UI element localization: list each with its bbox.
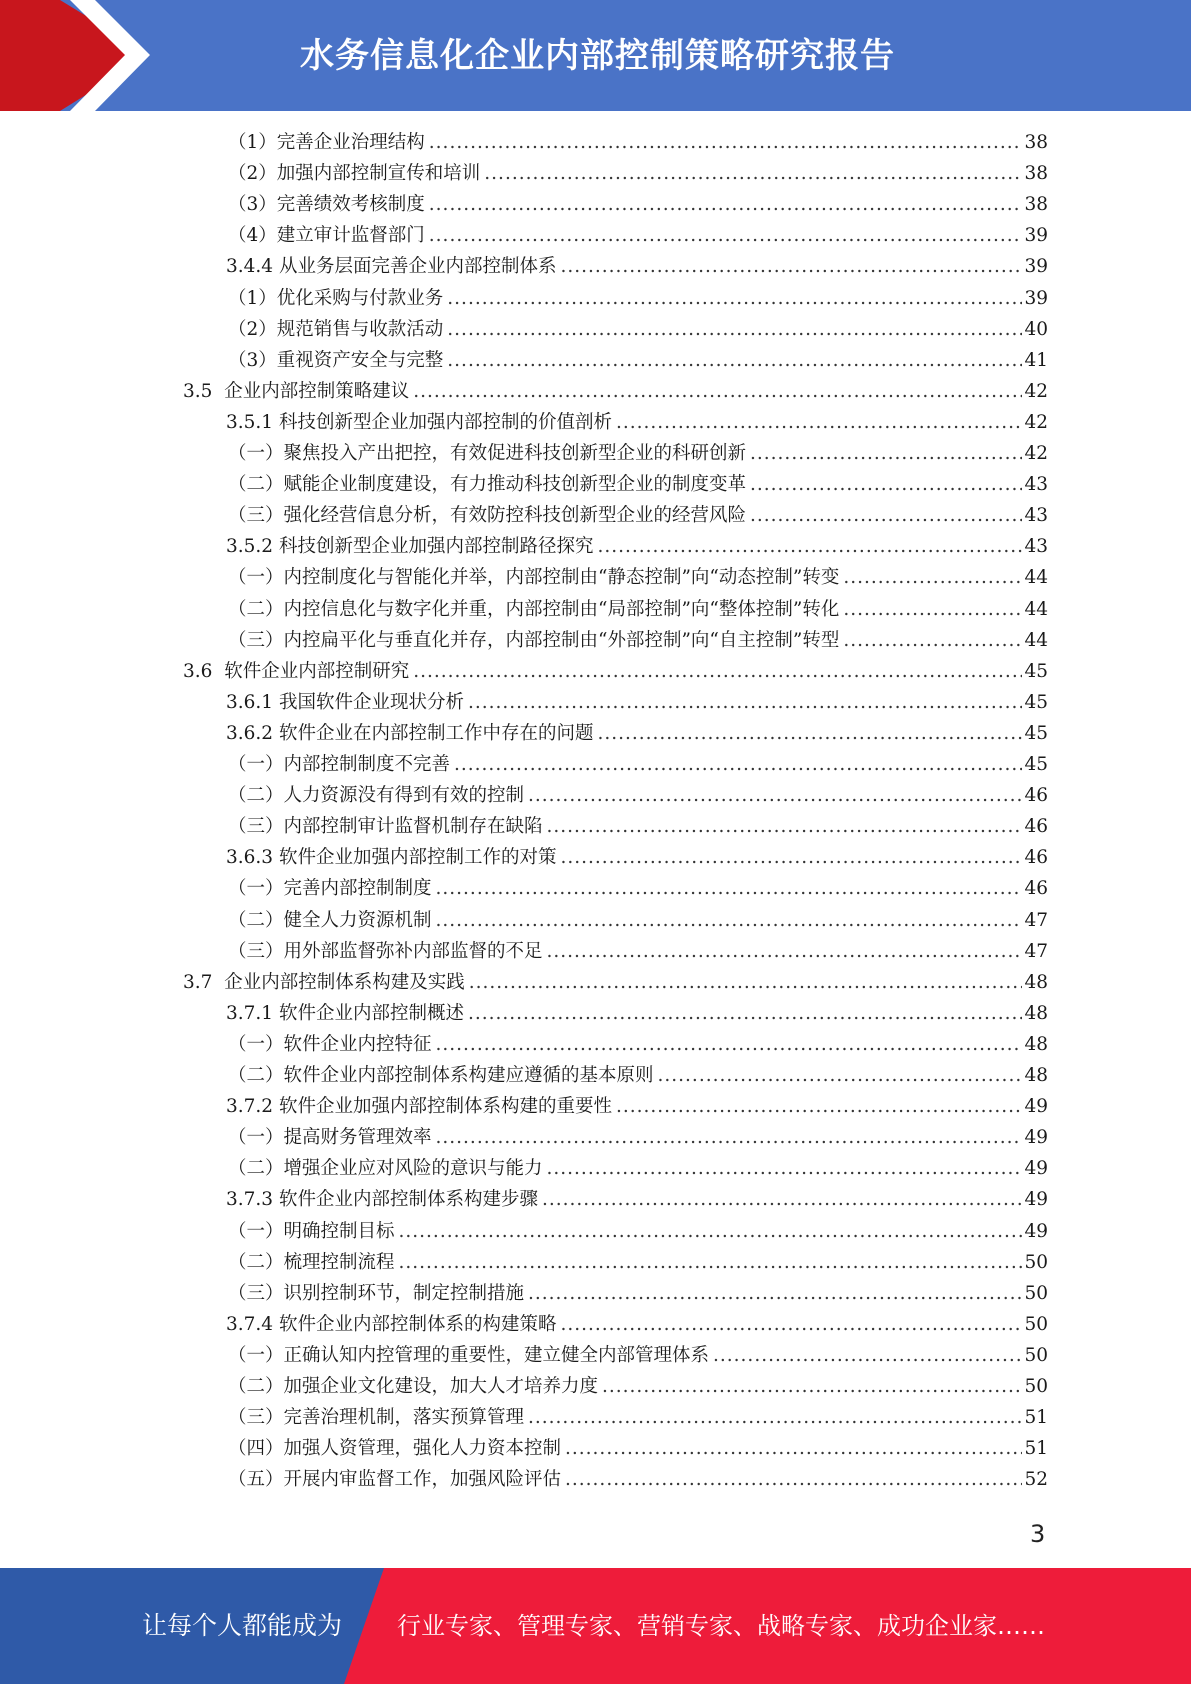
toc-leader-dots [547, 811, 1023, 842]
toc-leader-dots [468, 687, 1022, 718]
toc-entry-number: （2） [228, 318, 277, 340]
toc-entry[interactable] [228, 905, 1048, 936]
toc-entry-title: 加强内部控制宣传和培训 [276, 163, 481, 185]
toc-entry-title: 内部控制制度不完善 [283, 754, 451, 775]
toc-entry-title: 完善企业治理结构 [276, 132, 425, 153]
toc-entry-number: 3.4.4 [226, 256, 279, 278]
toc-entry-number: （1） [228, 132, 277, 153]
toc-entry[interactable] [183, 967, 1048, 998]
toc-entry-title: 人力资源没有得到有效的控制 [283, 785, 525, 807]
toc-entry[interactable] [228, 1278, 1048, 1309]
toc-entry[interactable] [228, 345, 1048, 376]
toc-entry-number: （五） [228, 1469, 284, 1491]
toc-entry[interactable] [228, 1153, 1048, 1184]
toc-entry-page: 51 [1024, 1407, 1048, 1429]
toc-leader-dots [542, 1184, 1022, 1215]
toc-entry-title: 软件企业内部控制体系构建步骤 [278, 1189, 538, 1211]
toc-entry-title: 软件企业内部控制概述 [278, 1002, 464, 1024]
toc-entry[interactable] [226, 407, 1048, 438]
toc-entry[interactable] [228, 562, 1048, 593]
toc-entry-number: 3.5.1 [226, 411, 279, 433]
toc-entry[interactable] [228, 469, 1048, 500]
toc-entry-number: 3.7.3 [226, 1189, 279, 1211]
toc-entry-title: 完善治理机制，落实预算管理 [283, 1407, 525, 1429]
toc-entry-title: 正确认知内控管理的重要性，建立健全内部管理体系 [283, 1344, 710, 1366]
toc-entry-title: 企业内部控制体系构建及实践 [224, 971, 465, 993]
toc-entry-page: 47 [1024, 940, 1048, 962]
toc-entry-number: （二） [228, 1251, 284, 1273]
toc-entry[interactable] [228, 1464, 1048, 1495]
toc-entry[interactable] [228, 749, 1048, 780]
toc-entry-number: （三） [228, 816, 284, 838]
toc-leader-dots [447, 345, 1022, 376]
toc-entry-number: （四） [228, 1438, 284, 1460]
toc-leader-dots [413, 656, 1022, 687]
toc-entry-page: 40 [1024, 318, 1048, 340]
toc-entry-number: （一） [228, 1127, 284, 1149]
toc-entry-number: （二） [228, 1065, 284, 1086]
toc-entry-title: 梳理控制流程 [283, 1251, 395, 1273]
toc-entry[interactable] [228, 1402, 1048, 1433]
toc-leader-dots [597, 531, 1022, 562]
toc-entry[interactable] [228, 625, 1048, 656]
toc-entry-page: 39 [1024, 225, 1048, 247]
toc-leader-dots [429, 127, 1023, 158]
toc-entry[interactable] [226, 1309, 1048, 1340]
toc-entry-number: （一） [228, 443, 284, 464]
toc-entry-page: 41 [1024, 349, 1048, 371]
toc-entry[interactable] [228, 594, 1048, 625]
toc-entry-number: （二） [228, 474, 284, 496]
toc-entry[interactable] [228, 283, 1048, 314]
toc-entry-number: （三） [228, 940, 284, 962]
toc-entry[interactable] [228, 1247, 1048, 1278]
toc-entry-page: 46 [1024, 816, 1048, 838]
toc-entry-number: （一） [228, 754, 284, 775]
toc-entry[interactable] [228, 1029, 1048, 1060]
toc-entry-title: 识别控制环节，制定控制措施 [283, 1282, 525, 1304]
toc-leader-dots [616, 407, 1022, 438]
toc-entry-page: 46 [1024, 785, 1048, 807]
toc-entry-title: 内控信息化与数字化并重，内部控制由“局部控制”向“整体控制”转化 [283, 598, 840, 620]
toc-leader-dots [436, 1122, 1023, 1153]
toc-entry-title: 健全人力资源机制 [283, 909, 432, 931]
toc-leader-dots [713, 1340, 1022, 1371]
toc-entry-page: 39 [1024, 256, 1048, 278]
toc-entry-page: 48 [1024, 1002, 1048, 1024]
toc-leader-dots [528, 780, 1022, 811]
toc-entry-number: （2） [228, 163, 277, 185]
toc-entry-number: 3.7.2 [226, 1096, 279, 1118]
header-banner [0, 0, 1191, 111]
toc-entry-title: 聚焦投入产出把控，有效促进科技创新型企业的科研创新 [283, 443, 747, 464]
toc-entry-number: （1） [228, 287, 277, 309]
toc-entry[interactable] [228, 158, 1048, 189]
toc-leader-dots [454, 749, 1022, 780]
toc-entry[interactable] [183, 656, 1048, 687]
toc-entry-page: 51 [1024, 1438, 1048, 1460]
toc-entry-page: 49 [1024, 1096, 1048, 1118]
toc-leader-dots [750, 469, 1022, 500]
toc-entry-title: 明确控制目标 [283, 1220, 395, 1242]
toc-entry[interactable] [228, 811, 1048, 842]
document-title: 水务信息化企业内部控制策略研究报告 [300, 36, 895, 76]
toc-entry-page: 49 [1024, 1220, 1048, 1242]
toc-entry[interactable] [228, 438, 1048, 469]
toc-leader-dots [658, 1060, 1023, 1091]
toc-leader-dots [565, 1464, 1022, 1495]
toc-leader-dots [547, 1153, 1023, 1184]
toc-entry-page: 44 [1024, 567, 1048, 589]
toc-entry[interactable] [228, 1060, 1048, 1091]
toc-entry-number: （3） [228, 349, 277, 371]
toc-entry-page: 47 [1024, 909, 1048, 931]
toc-entry[interactable] [228, 127, 1048, 158]
toc-entry-page: 45 [1024, 754, 1048, 775]
toc-entry-title: 软件企业内部控制体系的构建策略 [278, 1313, 557, 1335]
toc-leader-dots [528, 1402, 1022, 1433]
toc-entry-title: 软件企业内部控制体系构建应遵循的基本原则 [283, 1065, 654, 1086]
toc-entry-page: 46 [1024, 878, 1048, 900]
toc-leader-dots [560, 251, 1022, 282]
footer-banner [0, 1568, 1191, 1684]
toc-entry-number: （一） [228, 1220, 284, 1242]
toc-entry-title: 强化经营信息分析，有效防控科技创新型企业的经营风险 [283, 505, 747, 527]
toc-entry-title: 企业内部控制策略建议 [224, 380, 410, 402]
toc-entry-page: 45 [1024, 660, 1048, 682]
toc-entry-title: 从业务层面完善企业内部控制体系 [278, 256, 557, 278]
toc-entry[interactable] [226, 998, 1048, 1029]
toc-leader-dots [436, 905, 1023, 936]
toc-entry-title: 内控扁平化与垂直化并存，内部控制由“外部控制”向“自主控制”转型 [283, 629, 840, 651]
toc-entry-number: 3.7 [183, 971, 225, 993]
toc-entry[interactable] [228, 873, 1048, 904]
toc-entry-page: 50 [1024, 1313, 1048, 1335]
toc-entry-number: 3.6 [183, 660, 225, 682]
toc-entry-page: 42 [1024, 380, 1048, 402]
toc-entry-number: （一） [228, 878, 284, 900]
toc-entry-title: 软件企业在内部控制工作中存在的问题 [278, 722, 594, 744]
toc-entry-number: （三） [228, 505, 284, 527]
toc-entry-title: 规范销售与收款活动 [276, 318, 444, 340]
toc-entry-title: 软件企业内部控制研究 [224, 660, 410, 682]
toc-entry-page: 43 [1024, 474, 1048, 496]
toc-entry-title: 软件企业加强内部控制工作的对策 [278, 847, 557, 869]
toc-entry-page: 44 [1024, 629, 1048, 651]
toc-leader-dots [843, 562, 1022, 593]
toc-leader-dots [547, 936, 1023, 967]
toc-entry[interactable] [226, 251, 1048, 282]
toc-entry-page: 42 [1024, 443, 1048, 464]
footer-slogan-left: 让每个人都能成为 [142, 1611, 343, 1640]
toc-entry-page: 43 [1024, 505, 1048, 527]
toc-entry[interactable] [228, 1433, 1048, 1464]
toc-entry-number: 3.6.2 [226, 722, 279, 744]
toc-entry-page: 43 [1024, 536, 1048, 558]
toc-entry-title: 软件企业内控特征 [283, 1033, 432, 1055]
toc-entry-title: 完善内部控制制度 [283, 878, 432, 900]
toc-entry[interactable] [228, 1340, 1048, 1371]
toc-entry-number: （4） [228, 225, 277, 247]
toc-entry[interactable] [228, 500, 1048, 531]
toc-entry-title: 加强人资管理，强化人力资本控制 [283, 1438, 562, 1460]
toc-entry[interactable] [228, 1122, 1048, 1153]
toc-entry-number: 3.6.1 [226, 691, 279, 713]
toc-entry-number: 3.5.2 [226, 536, 279, 558]
toc-entry-title: 建立审计监督部门 [276, 225, 425, 247]
toc-entry[interactable] [228, 314, 1048, 345]
toc-entry-page: 49 [1024, 1127, 1048, 1149]
toc-entry[interactable] [228, 1371, 1048, 1402]
toc-leader-dots [436, 873, 1023, 904]
toc-entry-page: 38 [1024, 194, 1048, 216]
toc-entry-number: （二） [228, 909, 284, 931]
toc-leader-dots [436, 1029, 1023, 1060]
toc-entry-title: 我国软件企业现状分析 [278, 691, 464, 713]
toc-entry-title: 加强企业文化建设，加大人才培养力度 [283, 1376, 599, 1397]
toc-entry-page: 46 [1024, 847, 1048, 869]
toc-entry-page: 39 [1024, 287, 1048, 309]
toc-entry-page: 38 [1024, 132, 1048, 153]
toc-leader-dots [399, 1216, 1023, 1247]
toc-entry-page: 49 [1024, 1158, 1048, 1180]
toc-entry-page: 42 [1024, 411, 1048, 433]
toc-leader-dots [429, 220, 1023, 251]
toc-entry[interactable] [183, 376, 1048, 407]
toc-entry-title: 科技创新型企业加强内部控制的价值剖析 [278, 411, 612, 433]
toc-entry-number: （三） [228, 629, 284, 651]
toc-entry-number: （一） [228, 1344, 284, 1366]
toc-leader-dots [447, 283, 1022, 314]
toc-entry-number: （三） [228, 1407, 284, 1429]
toc-leader-dots [560, 1309, 1022, 1340]
toc-leader-dots [429, 189, 1023, 220]
toc-entry-page: 50 [1024, 1282, 1048, 1304]
footer-slogan-right: 行业专家、管理专家、营销专家、战略专家、成功企业家…… [397, 1612, 1045, 1640]
toc-entry-page: 49 [1024, 1189, 1048, 1211]
toc-entry-number: 3.5 [183, 380, 225, 402]
page-number: 3 [1030, 1520, 1046, 1548]
toc-leader-dots [750, 438, 1022, 469]
toc-entry-title: 内部控制审计监督机制存在缺陷 [283, 816, 543, 838]
toc-entry-number: 3.7.1 [226, 1002, 279, 1024]
toc-leader-dots [565, 1433, 1022, 1464]
toc-entry-page: 50 [1024, 1376, 1048, 1397]
toc-entry-number: （三） [228, 1282, 284, 1304]
toc-entry-page: 48 [1024, 971, 1048, 993]
toc-entry[interactable] [228, 936, 1048, 967]
toc-entry-title: 提高财务管理效率 [283, 1127, 432, 1149]
toc-entry-page: 45 [1024, 691, 1048, 713]
toc-entry[interactable] [226, 1091, 1048, 1122]
toc-entry-number: （3） [228, 194, 277, 216]
toc-leader-dots [413, 376, 1022, 407]
toc-leader-dots [528, 1278, 1022, 1309]
toc-entry-title: 开展内审监督工作，加强风险评估 [283, 1469, 562, 1491]
toc-entry-page: 48 [1024, 1033, 1048, 1055]
toc-entry[interactable] [228, 1216, 1048, 1247]
toc-entry-title: 内控制度化与智能化并举，内部控制由“静态控制”向“动态控制”转变 [283, 567, 840, 589]
toc-entry-page: 52 [1024, 1469, 1048, 1491]
toc-entry[interactable] [226, 842, 1048, 873]
toc-leader-dots [750, 500, 1022, 531]
toc-entry-page: 45 [1024, 722, 1048, 744]
toc-leader-dots [447, 314, 1022, 345]
toc-leader-dots [560, 842, 1022, 873]
toc-leader-dots [597, 718, 1022, 749]
toc-entry[interactable] [226, 1184, 1048, 1215]
toc-entry-number: （二） [228, 1158, 284, 1180]
toc-entry-title: 软件企业加强内部控制体系构建的重要性 [278, 1096, 612, 1118]
toc-entry-title: 优化采购与付款业务 [276, 287, 444, 309]
toc-entry-title: 科技创新型企业加强内部控制路径探究 [278, 536, 594, 558]
toc-entry[interactable] [226, 531, 1048, 562]
toc-leader-dots [399, 1247, 1023, 1278]
toc-leader-dots [616, 1091, 1022, 1122]
toc-entry-title: 重视资产安全与完整 [276, 349, 444, 371]
toc-entry[interactable] [226, 718, 1048, 749]
toc-leader-dots [468, 998, 1022, 1029]
toc-entry-page: 48 [1024, 1065, 1048, 1086]
toc-entry-number: （二） [228, 1376, 284, 1397]
toc-entry-title: 赋能企业制度建设，有力推动科技创新型企业的制度变革 [283, 474, 747, 496]
toc-leader-dots [469, 967, 1023, 998]
toc-entry-title: 完善绩效考核制度 [276, 194, 425, 216]
toc-entry-number: （二） [228, 785, 284, 807]
toc-entry-title: 用外部监督弥补内部监督的不足 [283, 940, 543, 962]
toc-entry-page: 50 [1024, 1251, 1048, 1273]
toc-entry[interactable] [226, 687, 1048, 718]
toc-entry[interactable] [228, 780, 1048, 811]
toc-leader-dots [484, 158, 1022, 189]
toc-entry-number: 3.7.4 [226, 1313, 279, 1335]
toc-entry-number: （二） [228, 598, 284, 620]
toc-leader-dots [843, 594, 1022, 625]
toc-entry-number: 3.6.3 [226, 847, 279, 869]
toc-entry-page: 38 [1024, 163, 1048, 185]
toc-entry[interactable] [228, 189, 1048, 220]
toc-leader-dots [843, 625, 1022, 656]
toc-entry[interactable] [228, 220, 1048, 251]
toc-entry-number: （一） [228, 1033, 284, 1055]
toc-entry-number: （一） [228, 567, 284, 589]
toc-leader-dots [602, 1371, 1022, 1402]
toc-entry-page: 50 [1024, 1344, 1048, 1366]
toc-entry-title: 增强企业应对风险的意识与能力 [283, 1158, 543, 1180]
toc-entry-page: 44 [1024, 598, 1048, 620]
